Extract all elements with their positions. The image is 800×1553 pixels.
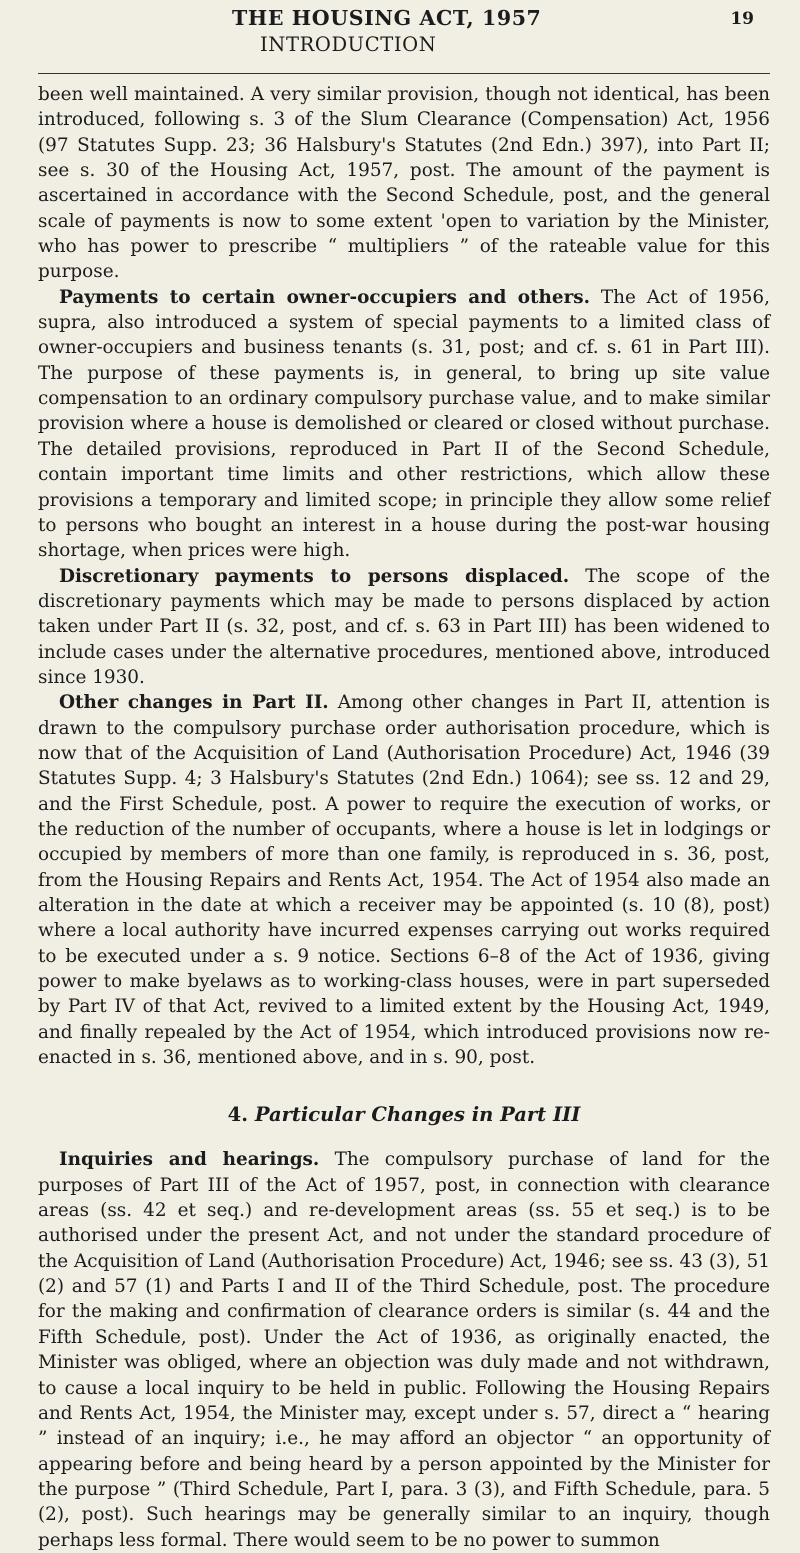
running-subtitle: INTRODUCTION — [260, 33, 437, 56]
run-in-heading: Other changes in Part II. — [59, 692, 329, 714]
run-in-heading: Discretionary payments to persons displaced. — [59, 565, 570, 587]
paragraph-text: The compulsory purchase of land for the purposes of Part III of the Act of 1957, post, in connection with clearance areas (ss. 42 et seq.) and re-development areas (ss. 55 et seq.) is to be authorised under the present Act, and not under the standard procedure of the Acquisition of Land (Authorisation Procedure) Act, 1946; see ss. 43 (3), 51 (2) and 57 (1) and Parts I and II of the Third Schedule, post. The procedure for the making and confirmation of clearance orders is similar (s. 44 and the Fifth Schedule, post). Under the Act of 1936, as originally enacted, the Minister was obliged, where an objection was duly made and not withdrawn, to cause a local inquiry to be held in public. Following the Housing Repairs and Rents Act, 1954, the Minister may, except under s. 57, direct a “ hearing ” instead of an inquiry; i.e., he may afford an objector “ an opportunity of appearing before and being heard by a person appointed by the Minister for the purpose ” (Third Schedule, Part I, para. 3 (3), and Fifth Schedule, para. 5 (2), post). Such hearings may be generally similar to an inquiry, though perhaps less formal. There would seem to be no power to summon — [38, 1149, 770, 1551]
paragraph-text: The Act of 1956, supra, also introduced a system of special payments to a limited class of owner-occupiers and business tenants (s. 31, post; and cf. s. 61 in Part III). The purpose of these payments is, in general, to bring up site value compensation to an ordinary compulsory purchase value, and to make similar provision where a house is demolished or cleared or closed without purchase. The detailed provisions, reproduced in Part II of the Second Schedule, contain important time limits and other restrictions, which allow these provisions a temporary and limited scope; in principle they allow some relief to persons who bought an interest in a house during the post-war housing shortage, when prices were high. — [38, 286, 770, 562]
paragraph-text: Among other changes in Part II, attention is drawn to the compulsory purchase order authorisation procedure, which is now that of the Acquisition of Land (Authorisation Procedure) Act, 1946 (39 Statutes Supp. 4; 3 Halsbury's Statutes (2nd Edn.) 1064); see ss. 12 and 29, and the First Schedule, post. A power to require the execution of works, or the reduction of the number of occupants, where a house is let in lodgings or occupied by members of more than one family, is reproduced in s. 36, post, from the Housing Repairs and Rents Act, 1954. The Act of 1954 also made an alteration in the date at which a receiver may be appointed (s. 10 (8), post) where a local authority have incurred expenses carrying out works required to be executed under a s. 9 notice. Sections 6–8 of the Act of 1936, giving power to make byelaws as to working-class houses, were in part superseded by Part IV of that Act, revived to a limited extent by the Housing Act, 1949, and finally repealed by the Act of 1954, which introduced provisions now re-enacted in s. 36, mentioned above, and in s. 90, post. — [38, 692, 770, 1069]
header-rule — [38, 73, 770, 74]
paragraph-text: been well maintained. A very similar provision, though not identical, has been introduced, following s. 3 of the Slum Clearance (Compensation) Act, 1956 (97 Statutes Supp. 23; 36 Halsbury's Statutes (2nd Edn.) 397), into Part II; see s. 30 of the Housing Act, 1957, post. The amount of the payment is ascertained in accordance with the Second Schedule, post, and the general scale of payments is now to some extent 'open to variation by the Minister, who has power to prescribe “ multipliers ” of the rateable value for this purpose. — [38, 84, 770, 283]
page-body — [38, 82, 770, 1553]
running-head — [232, 6, 770, 56]
section-heading — [38, 1103, 770, 1126]
paragraph — [38, 690, 770, 1070]
paragraph — [38, 82, 770, 285]
paragraph — [38, 564, 770, 691]
paragraph — [38, 1147, 770, 1553]
paragraph — [38, 285, 770, 564]
paragraph-text: The scope of the discretionary payments which may be made to persons displaced by action taken under Part II (s. 32, post, and cf. s. 63 in Part III) has been widened to include cases under the alternative procedures, mentioned above, introduced since 1930. — [38, 565, 770, 688]
run-in-heading: Payments to certain owner-occupiers and others. — [59, 286, 591, 308]
section-number: 4. — [227, 1103, 249, 1127]
running-title: THE HOUSING ACT, 1957 — [232, 6, 542, 30]
section-title: Particular Changes in Part III — [254, 1103, 581, 1127]
run-in-heading: Inquiries and hearings. — [59, 1149, 320, 1171]
page-number: 19 — [730, 9, 754, 29]
